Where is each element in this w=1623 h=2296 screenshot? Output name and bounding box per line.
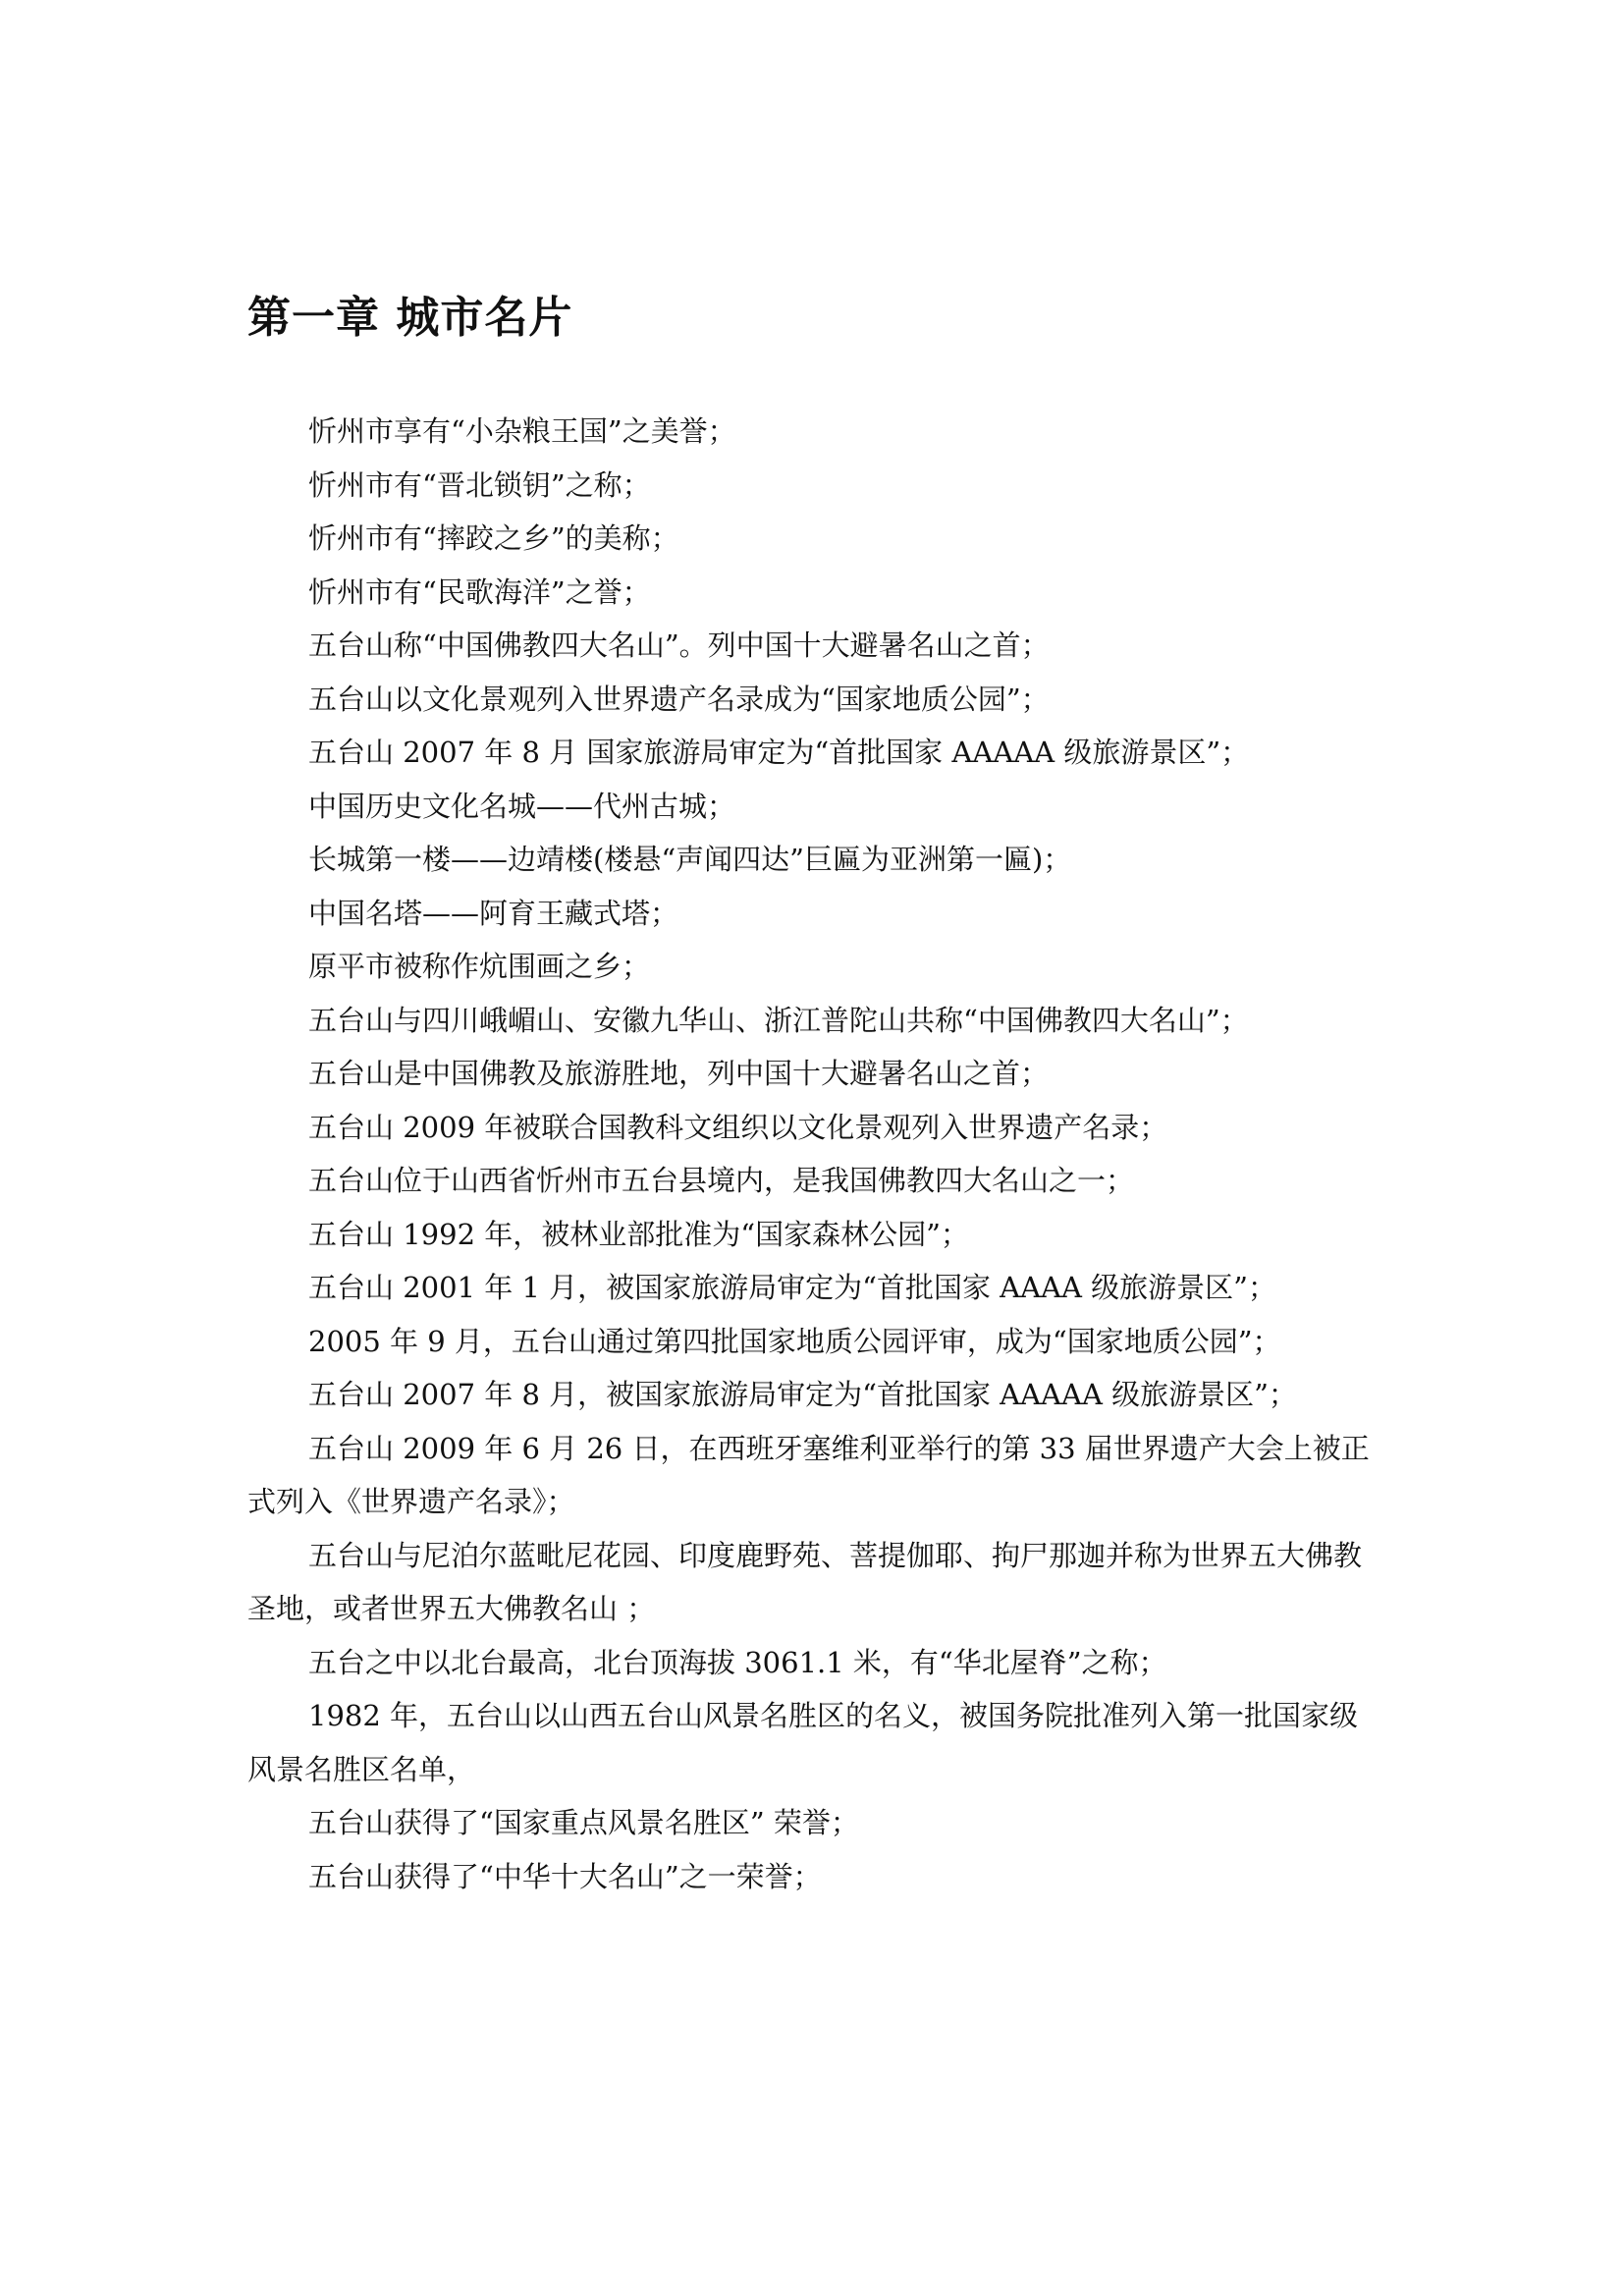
paragraph-21: 五台山与尼泊尔蓝毗尼花园、印度鹿野苑、菩提伽耶、拘尸那迦并称为世界五大佛教圣地，或者世界五大佛教名山 ； (247, 1538, 1363, 1625)
paragraph-14: 五台山 2009 年被联合国教科文组织以文化景观列入世界遗产名录； (308, 1110, 1168, 1144)
paragraph-06: 五台山以文化景观列入世界遗产名录成为“国家地质公园”； (308, 682, 1050, 716)
paragraph-24: 五台山获得了“国家重点风景名胜区” 荣誉； (308, 1806, 859, 1839)
paragraph-15: 五台山位于山西省忻州市五台县境内，是我国佛教四大名山之一； (308, 1164, 1135, 1197)
paragraph-04: 忻州市有“民歌海洋”之誉； (308, 574, 651, 609)
paragraph-07: 五台山 2007 年 8 月 国家旅游局审定为“首批国家 AAAAA 级旅游景区”； (308, 736, 1250, 769)
paragraph-16: 五台山 1992 年，被林业部批准为“国家森林公园”； (308, 1217, 969, 1251)
paragraph-20: 五台山 2009 年 6 月 26 日，在西班牙塞维利亚举行的第 33 届世界遗产大会上被正式列入《世界遗产名录》； (247, 1431, 1370, 1518)
paragraph-19: 五台山 2007 年 8 月，被国家旅游局审定为“首批国家 AAAAA 级旅游景区”； (308, 1378, 1297, 1411)
paragraph-11: 原平市被称作炕围画之乡； (308, 950, 651, 983)
document-body (247, 405, 1386, 1903)
paragraph-08: 中国历史文化名城——代州古城； (308, 789, 736, 823)
paragraph-10: 中国名塔——阿育王藏式塔； (308, 896, 679, 930)
paragraph-02: 忻州市有“晋北锁钥”之称； (308, 467, 651, 502)
paragraph-17: 五台山 2001 年 1 月，被国家旅游局审定为“首批国家 AAAA 级旅游景区”； (308, 1271, 1276, 1304)
paragraph-01: 忻州市享有“小杂粮王国”之美誉； (308, 414, 736, 448)
paragraph-03: 忻州市有“摔跤之乡”的美称； (308, 521, 679, 555)
paragraph-25: 五台山获得了“中华十大名山”之一荣誉； (308, 1859, 822, 1893)
paragraph-13: 五台山是中国佛教及旅游胜地，列中国十大避暑名山之首； (308, 1057, 1050, 1090)
paragraph-22: 五台之中以北台最高，北台顶海拔 3061.1 米，有“华北屋脊”之称； (308, 1645, 1167, 1679)
paragraph-18: 2005 年 9 月，五台山通过第四批国家地质公园评审，成为“国家地质公园”； (308, 1324, 1281, 1358)
paragraph-12: 五台山与四川峨嵋山、安徽九华山、浙江普陀山共称“中国佛教四大名山”； (308, 1003, 1249, 1037)
chapter-title: 第一章 城市名片 (247, 293, 573, 343)
paragraph-09: 长城第一楼——边靖楼(楼悬“声闻四达”巨匾为亚洲第一匾)； (308, 843, 1072, 876)
paragraph-23: 1982 年，五台山以山西五台山风景名胜区的名义，被国务院批准列入第一批国家级风景名胜区名单， (247, 1699, 1359, 1786)
paragraph-05: 五台山称“中国佛教四大名山”。列中国十大避暑名山之首； (308, 629, 1050, 662)
